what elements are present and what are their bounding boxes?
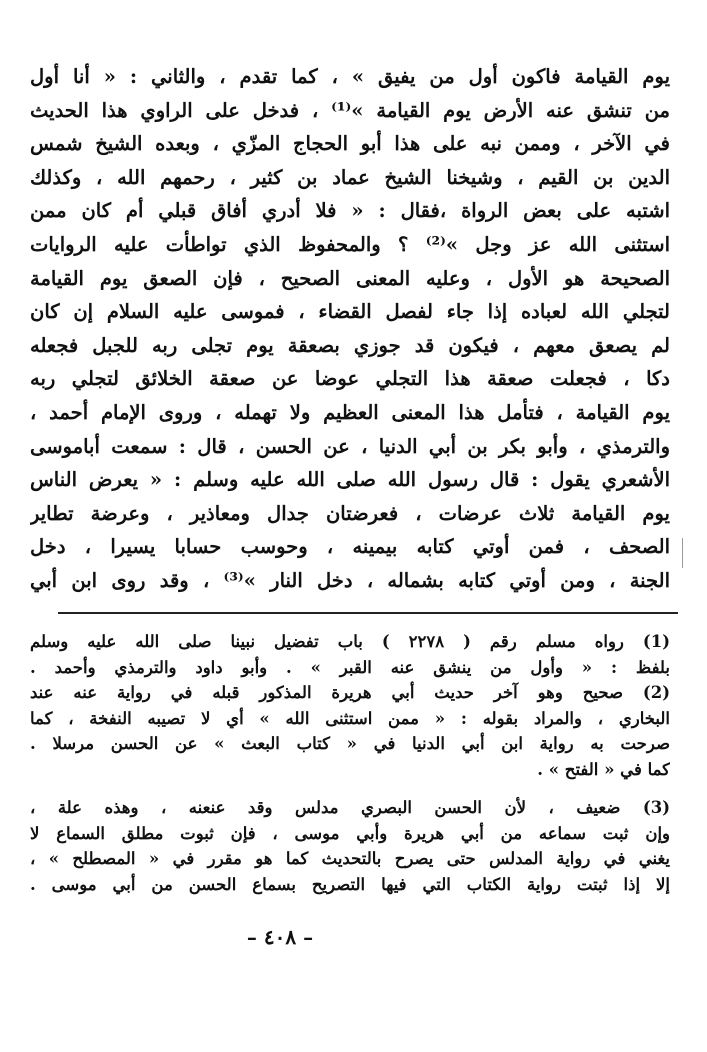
footnotes-block [30,629,670,782]
text-line: الدين بن القيم ، وشيخنا الشيخ عماد بن كثير ، رحمهم الله ، وكذلك [30,165,670,189]
footnote-line: يغني في رواية المدلس حتى يصرح بالتحديث كما هو مقرر في « المصطلح » ، [30,849,670,868]
footnote-line: كما في « الفتح » . [537,759,670,779]
text-line: الجنة ، ومن أوتي كتابه بشماله ، دخل النار »⁽³⁾ ، وقد روى ابن أبي [30,568,670,592]
text-line: لتجلي الله لعباده إذا جاء لفصل القضاء ، فموسى عليه السلام إن كان [30,300,670,324]
footnote-line: بلفظ : « وأول من ينشق عنه القبر » . وأبو داود والترمذي وأحمد . [30,657,670,677]
footnote-line: البخاري ، والمراد بقوله : « ممن استثنى الله » أي لا تصيبه النفخة ، كما [30,708,670,728]
margin-mark [672,538,683,568]
main-text [30,60,670,598]
footnote-line: إلا إذا ثبتت رواية الكتاب التي فيها التصريح بسماع الحسن من أبي موسى . [30,874,670,894]
footnote-line: (2) صحيح وهو آخر حديث أبي هريرة المذكور قبله في رواية عنه عند [30,683,670,702]
footnotes-block [30,795,670,897]
text-line: من تنشق عنه الأرض يوم القيامة »⁽¹⁾ ، فدخل على الراوي هذا الحديث [30,98,670,122]
text-line: دكا ، فجعلت صعقة هذا التجلي عوضا عن صعقة الخلائق لتجلي ربه [30,367,670,391]
text-line: يوم القيامة ، فتأمل هذا المعنى العظيم ولا تهمله ، وروى الإمام أحمد ، [30,400,670,424]
text-line: في الآخر ، وممن نبه على هذا أبو الحجاج المزّي ، وبعده الشيخ شمس [30,132,670,156]
footnote-line: صرحت به رواية ابن أبي الدنيا في « كتاب البعث » عن الحسن مرسلا . [30,734,670,753]
text-line: والترمذي ، وأبو بكر بن أبي الدنيا ، عن الحسن ، قال : سمعت أباموسى [30,434,670,458]
text-line: الأشعري يقول : قال رسول الله صلى الله عليه وسلم : « يعرض الناس [30,468,670,492]
footnote-separator [58,612,678,614]
text-line: يوم القيامة ثلاث عرضات ، فعرضتان جدال ومعاذير ، وعرضة تطاير [30,501,670,525]
text-line: اشتبه على بعض الرواة ،فقال : « فلا أدري أفاق قبلي أم كان ممن [30,199,670,223]
text-line: استثنى الله عز وجل »⁽²⁾ ؟ والمحفوظ الذي تواطأت عليه الروايات [30,232,670,256]
footnote-line: (3) ضعيف ، لأن الحسن البصري مدلس وقد عنعنه ، وهذه علة ، [30,798,670,817]
footnote-line: (1) رواه مسلم رقم ( ٢٢٧٨ ) باب تفضيل نبينا صلى الله عليه وسلم [30,632,670,651]
footnote-line: وإن ثبت سماعه من أبي هريرة وأبي موسى ، فإن ثبوت مطلق السماع لا [30,823,670,843]
text-line: يوم القيامة فاكون أول من يفيق » ، كما تقدم ، والثاني : « أنا أول [30,65,670,88]
page-number: – ٤٠٨ – [246,925,314,949]
text-line: الصحف ، فمن أوتي كتابه بيمينه ، وحوسب حسابا يسيرا ، دخل [30,535,670,559]
text-line: الصحيحة هو الأول ، وعليه المعنى الصحيح ، فإن الصعق يوم القيامة [30,266,670,290]
text-line: لم يصعق معهم ، فيكون قد جوزي بصعقة يوم تجلى ربه للجبل فجعله [30,333,670,357]
